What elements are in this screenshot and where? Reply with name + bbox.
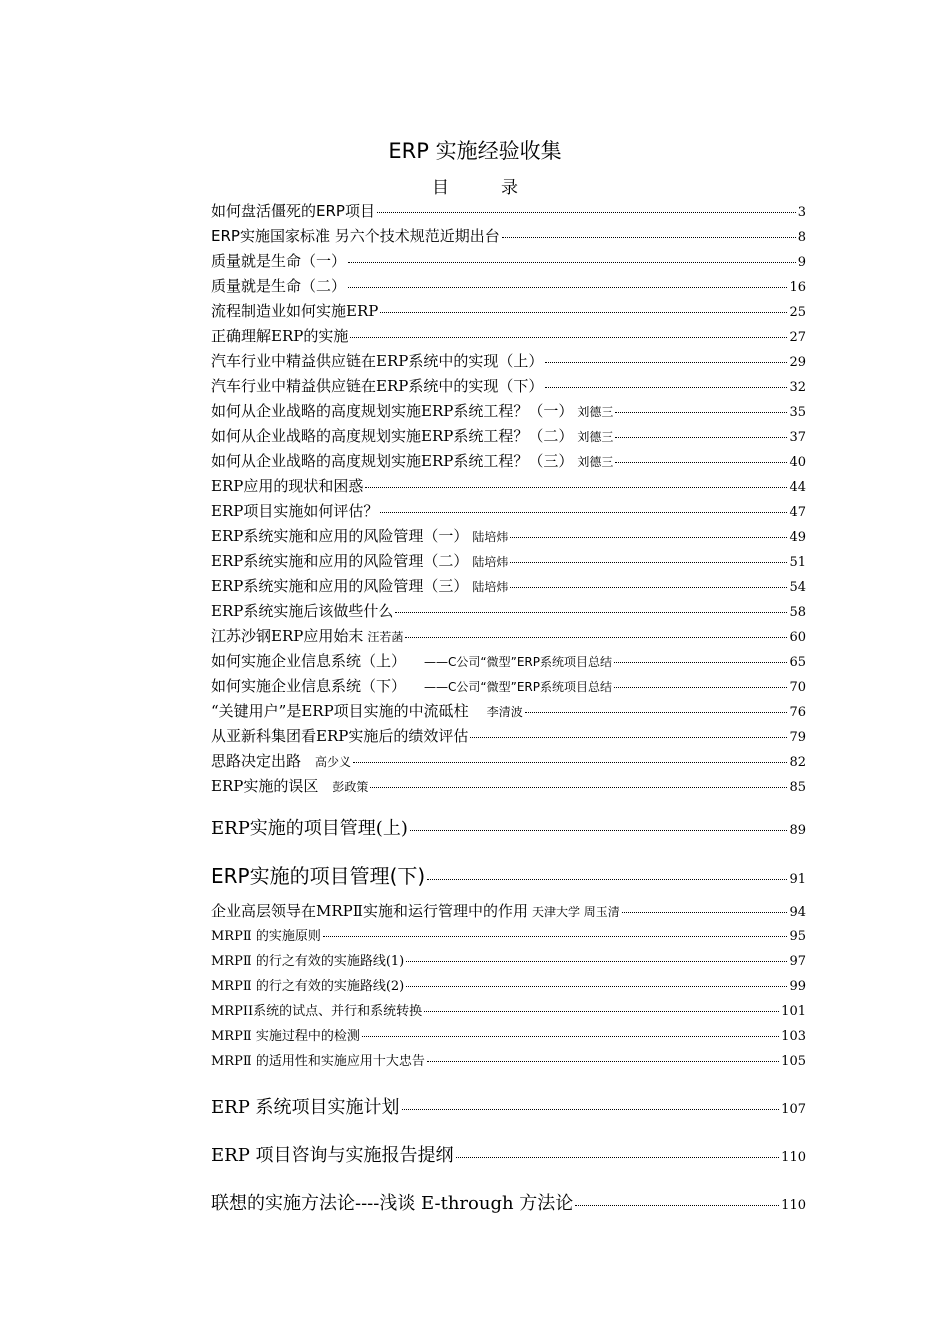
toc-entry-title: ERP实施的项目管理(上) <box>211 818 408 839</box>
toc-entry[interactable] <box>211 1189 806 1219</box>
dot-leader <box>406 961 787 962</box>
toc-entry-title: 思路决定出路 <box>211 752 302 770</box>
toc-page-number: 89 <box>789 823 806 838</box>
toc-entry[interactable] <box>211 975 806 1000</box>
toc-entry[interactable] <box>211 425 806 450</box>
toc-entry[interactable] <box>211 700 806 725</box>
toc-page-number: 65 <box>789 655 806 670</box>
toc-entry[interactable] <box>211 860 806 890</box>
dot-leader <box>370 787 787 788</box>
toc-page-number: 95 <box>789 929 806 944</box>
toc-entry-author: 刘德三 <box>577 405 614 419</box>
dot-leader <box>402 1109 780 1110</box>
toc-page-number: 70 <box>789 680 806 695</box>
toc-page-number: 47 <box>789 505 806 520</box>
toc-entry[interactable] <box>211 950 806 975</box>
toc-entry-title: MRPⅡ 的行之有效的实施路线(1) <box>211 954 405 969</box>
dot-leader <box>380 312 787 313</box>
toc-entry-title: 如何实施企业信息系统（上） <box>211 652 407 670</box>
dot-leader <box>365 487 787 488</box>
toc-entry[interactable] <box>211 275 806 300</box>
toc-entry-title: 江苏沙钢ERP应用始末 <box>211 627 364 645</box>
toc-entry-title: 企业高层领导在MRPⅡ实施和运行管理中的作用 <box>211 902 528 920</box>
dot-leader <box>545 387 787 388</box>
toc-entry[interactable] <box>211 650 806 675</box>
toc-entry-title: MRPⅡ 的行之有效的实施路线(2) <box>211 979 405 994</box>
toc-entry[interactable] <box>211 350 806 375</box>
dot-leader <box>525 712 788 713</box>
dot-leader <box>405 637 787 638</box>
toc-entry[interactable] <box>211 250 806 275</box>
toc-entry-author: 汪若菡 <box>367 630 404 644</box>
toc-entry[interactable] <box>211 1141 806 1171</box>
dot-leader <box>510 537 787 538</box>
toc-entry[interactable] <box>211 500 806 525</box>
toc-entry-title: ERP 系统项目实施计划 <box>211 1097 400 1118</box>
dot-leader <box>614 662 787 663</box>
dot-leader <box>406 986 787 987</box>
toc-entry[interactable] <box>211 325 806 350</box>
toc-entry[interactable] <box>211 1093 806 1123</box>
toc-entry[interactable] <box>211 300 806 325</box>
toc-page-number: 110 <box>781 1198 806 1213</box>
toc-entry[interactable] <box>211 625 806 650</box>
toc-entry[interactable] <box>211 1050 806 1075</box>
dot-leader <box>575 1205 779 1206</box>
toc-page-number: 107 <box>781 1102 806 1117</box>
dot-leader <box>395 612 787 613</box>
toc-entry-title: 从亚新科集团看ERP实施后的绩效评估 <box>211 727 469 745</box>
dot-leader <box>615 437 787 438</box>
toc-entry-title: ERP实施国家标准 另六个技术规范近期出台 <box>211 227 500 245</box>
toc-page-number: 85 <box>789 780 806 795</box>
toc-entry[interactable] <box>211 475 806 500</box>
dot-leader <box>348 287 787 288</box>
toc-entry[interactable] <box>211 525 806 550</box>
toc-entry[interactable] <box>211 814 806 844</box>
toc-page-number: 25 <box>789 305 806 320</box>
toc-entry-title: ERP系统实施和应用的风险管理（一） <box>211 527 469 545</box>
dot-leader <box>510 562 787 563</box>
dot-leader <box>427 879 787 880</box>
toc-entry-title: 流程制造业如何实施ERP <box>211 302 379 320</box>
toc-entry-title: 联想的实施方法论----浅谈 E-through 方法论 <box>211 1193 574 1214</box>
dot-leader <box>323 936 788 937</box>
dot-leader <box>350 337 787 338</box>
toc-entry-title: 汽车行业中精益供应链在ERP系统中的实现（下） <box>211 377 544 395</box>
toc-page-number: 82 <box>789 755 806 770</box>
toc-page-number: 44 <box>789 480 806 495</box>
toc-heading-char-2: 录 <box>501 178 518 198</box>
toc-entry-title: “关键用户”是ERP项目实施的中流砥柱 <box>211 702 469 720</box>
toc-entry-title: ERP 项目咨询与实施报告提纲 <box>211 1145 454 1166</box>
toc-page-number: 105 <box>781 1054 806 1069</box>
toc-page-number: 76 <box>789 705 806 720</box>
dot-leader <box>410 830 788 831</box>
dot-leader <box>615 462 787 463</box>
toc-entry-title: ERP实施的误区 <box>211 777 319 795</box>
toc-entry-author: 刘德三 <box>577 455 614 469</box>
toc-entry-author: 高少义 <box>315 755 352 769</box>
toc-entry-title: 如何盘活僵死的ERP项目 <box>211 202 375 220</box>
toc-entry-title: ERP项目实施如何评估？ <box>211 502 379 520</box>
toc-entry-author: 刘德三 <box>577 430 614 444</box>
toc-page-number: 40 <box>789 455 806 470</box>
toc-heading <box>0 176 950 200</box>
toc-page-number: 101 <box>781 1004 806 1019</box>
toc-page-number: 3 <box>797 205 806 220</box>
toc-entry-title: 如何实施企业信息系统（下） <box>211 677 407 695</box>
toc-entry-title: 如何从企业战略的高度规划实施ERP系统工程？（三） <box>211 452 574 470</box>
toc-page-number: 97 <box>789 954 806 969</box>
toc-entry[interactable] <box>211 400 806 425</box>
toc-entry-author: 天津大学 周玉清 <box>531 905 620 919</box>
toc-entry-title: 正确理解ERP的实施 <box>211 327 349 345</box>
dot-leader <box>348 262 796 263</box>
toc-entry[interactable] <box>211 375 806 400</box>
toc-entry-author: 彭政策 <box>332 780 369 794</box>
dot-leader <box>622 912 788 913</box>
toc-entry[interactable] <box>211 1025 806 1050</box>
table-of-contents <box>211 200 806 1219</box>
toc-page-number: 103 <box>781 1029 806 1044</box>
toc-entry[interactable] <box>211 775 806 800</box>
toc-page-number: 51 <box>789 555 806 570</box>
toc-entry[interactable] <box>211 675 806 700</box>
toc-page-number: 37 <box>789 430 806 445</box>
toc-entry-author: ——C公司“微型”ERP系统项目总结 <box>424 655 612 669</box>
toc-heading-char-1: 目 <box>432 178 449 198</box>
dot-leader <box>424 1011 779 1012</box>
toc-entry-title: MRPⅡ 实施过程中的检测 <box>211 1029 360 1044</box>
toc-entry-title: ERP实施的项目管理(下) <box>211 864 426 888</box>
dot-leader <box>615 412 787 413</box>
toc-page-number: 29 <box>789 355 806 370</box>
toc-entry-title: 质量就是生命（二） <box>211 277 347 295</box>
dot-leader <box>502 237 796 238</box>
dot-leader <box>380 512 787 513</box>
toc-page-number: 49 <box>789 530 806 545</box>
toc-entry[interactable] <box>211 450 806 475</box>
toc-entry-author: 李清波 <box>486 705 523 719</box>
toc-page-number: 35 <box>789 405 806 420</box>
toc-entry-title: MRPⅡ 的实施原则 <box>211 929 321 944</box>
dot-leader <box>353 762 787 763</box>
toc-entry[interactable] <box>211 575 806 600</box>
toc-entry-title: 如何从企业战略的高度规划实施ERP系统工程？（二） <box>211 427 574 445</box>
dot-leader <box>510 587 787 588</box>
toc-page-number: 79 <box>789 730 806 745</box>
toc-page-number: 8 <box>797 230 806 245</box>
toc-entry-author: 陆培炜 <box>472 580 509 594</box>
toc-page-number: 94 <box>789 905 806 920</box>
toc-entry-author: 陆培炜 <box>472 530 509 544</box>
toc-entry-title: ERP系统实施和应用的风险管理（三） <box>211 577 469 595</box>
document-title: ERP 实施经验收集 <box>388 139 562 163</box>
toc-entry[interactable] <box>211 725 806 750</box>
dot-leader <box>470 737 787 738</box>
toc-page-number: 32 <box>789 380 806 395</box>
toc-entry-author: ——C公司“微型”ERP系统项目总结 <box>424 680 612 694</box>
dot-leader <box>377 212 796 213</box>
toc-entry[interactable] <box>211 925 806 950</box>
dot-leader <box>456 1157 780 1158</box>
toc-page-number: 54 <box>789 580 806 595</box>
toc-page-number: 16 <box>789 280 806 295</box>
toc-entry-author: 陆培炜 <box>472 555 509 569</box>
toc-entry[interactable] <box>211 200 806 225</box>
toc-entry-title: 质量就是生命（一） <box>211 252 347 270</box>
toc-entry[interactable] <box>211 600 806 625</box>
toc-entry[interactable] <box>211 550 806 575</box>
toc-entry[interactable] <box>211 225 806 250</box>
toc-page-number: 91 <box>789 872 806 887</box>
toc-page-number: 27 <box>789 330 806 345</box>
toc-page-number: 9 <box>797 255 806 270</box>
toc-entry-title: 如何从企业战略的高度规划实施ERP系统工程？（一） <box>211 402 574 420</box>
toc-page-number: 58 <box>789 605 806 620</box>
dot-leader <box>545 362 787 363</box>
toc-page-number: 110 <box>781 1150 806 1165</box>
toc-entry-title: MRPⅡ 的适用性和实施应用十大忠告 <box>211 1054 425 1069</box>
toc-entry-title: ERP应用的现状和困惑 <box>211 477 364 495</box>
toc-entry[interactable] <box>211 1000 806 1025</box>
toc-entry-title: ERP系统实施后该做些什么 <box>211 602 394 620</box>
dot-leader <box>614 687 787 688</box>
toc-entry[interactable] <box>211 900 806 925</box>
toc-entry-title: MRPII系统的试点、并行和系统转换 <box>211 1004 423 1019</box>
dot-leader <box>362 1036 779 1037</box>
toc-page-number: 60 <box>789 630 806 645</box>
toc-entry[interactable] <box>211 750 806 775</box>
toc-entry-title: ERP系统实施和应用的风险管理（二） <box>211 552 469 570</box>
toc-entry-title: 汽车行业中精益供应链在ERP系统中的实现（上） <box>211 352 544 370</box>
toc-page-number: 99 <box>789 979 806 994</box>
dot-leader <box>427 1061 779 1062</box>
